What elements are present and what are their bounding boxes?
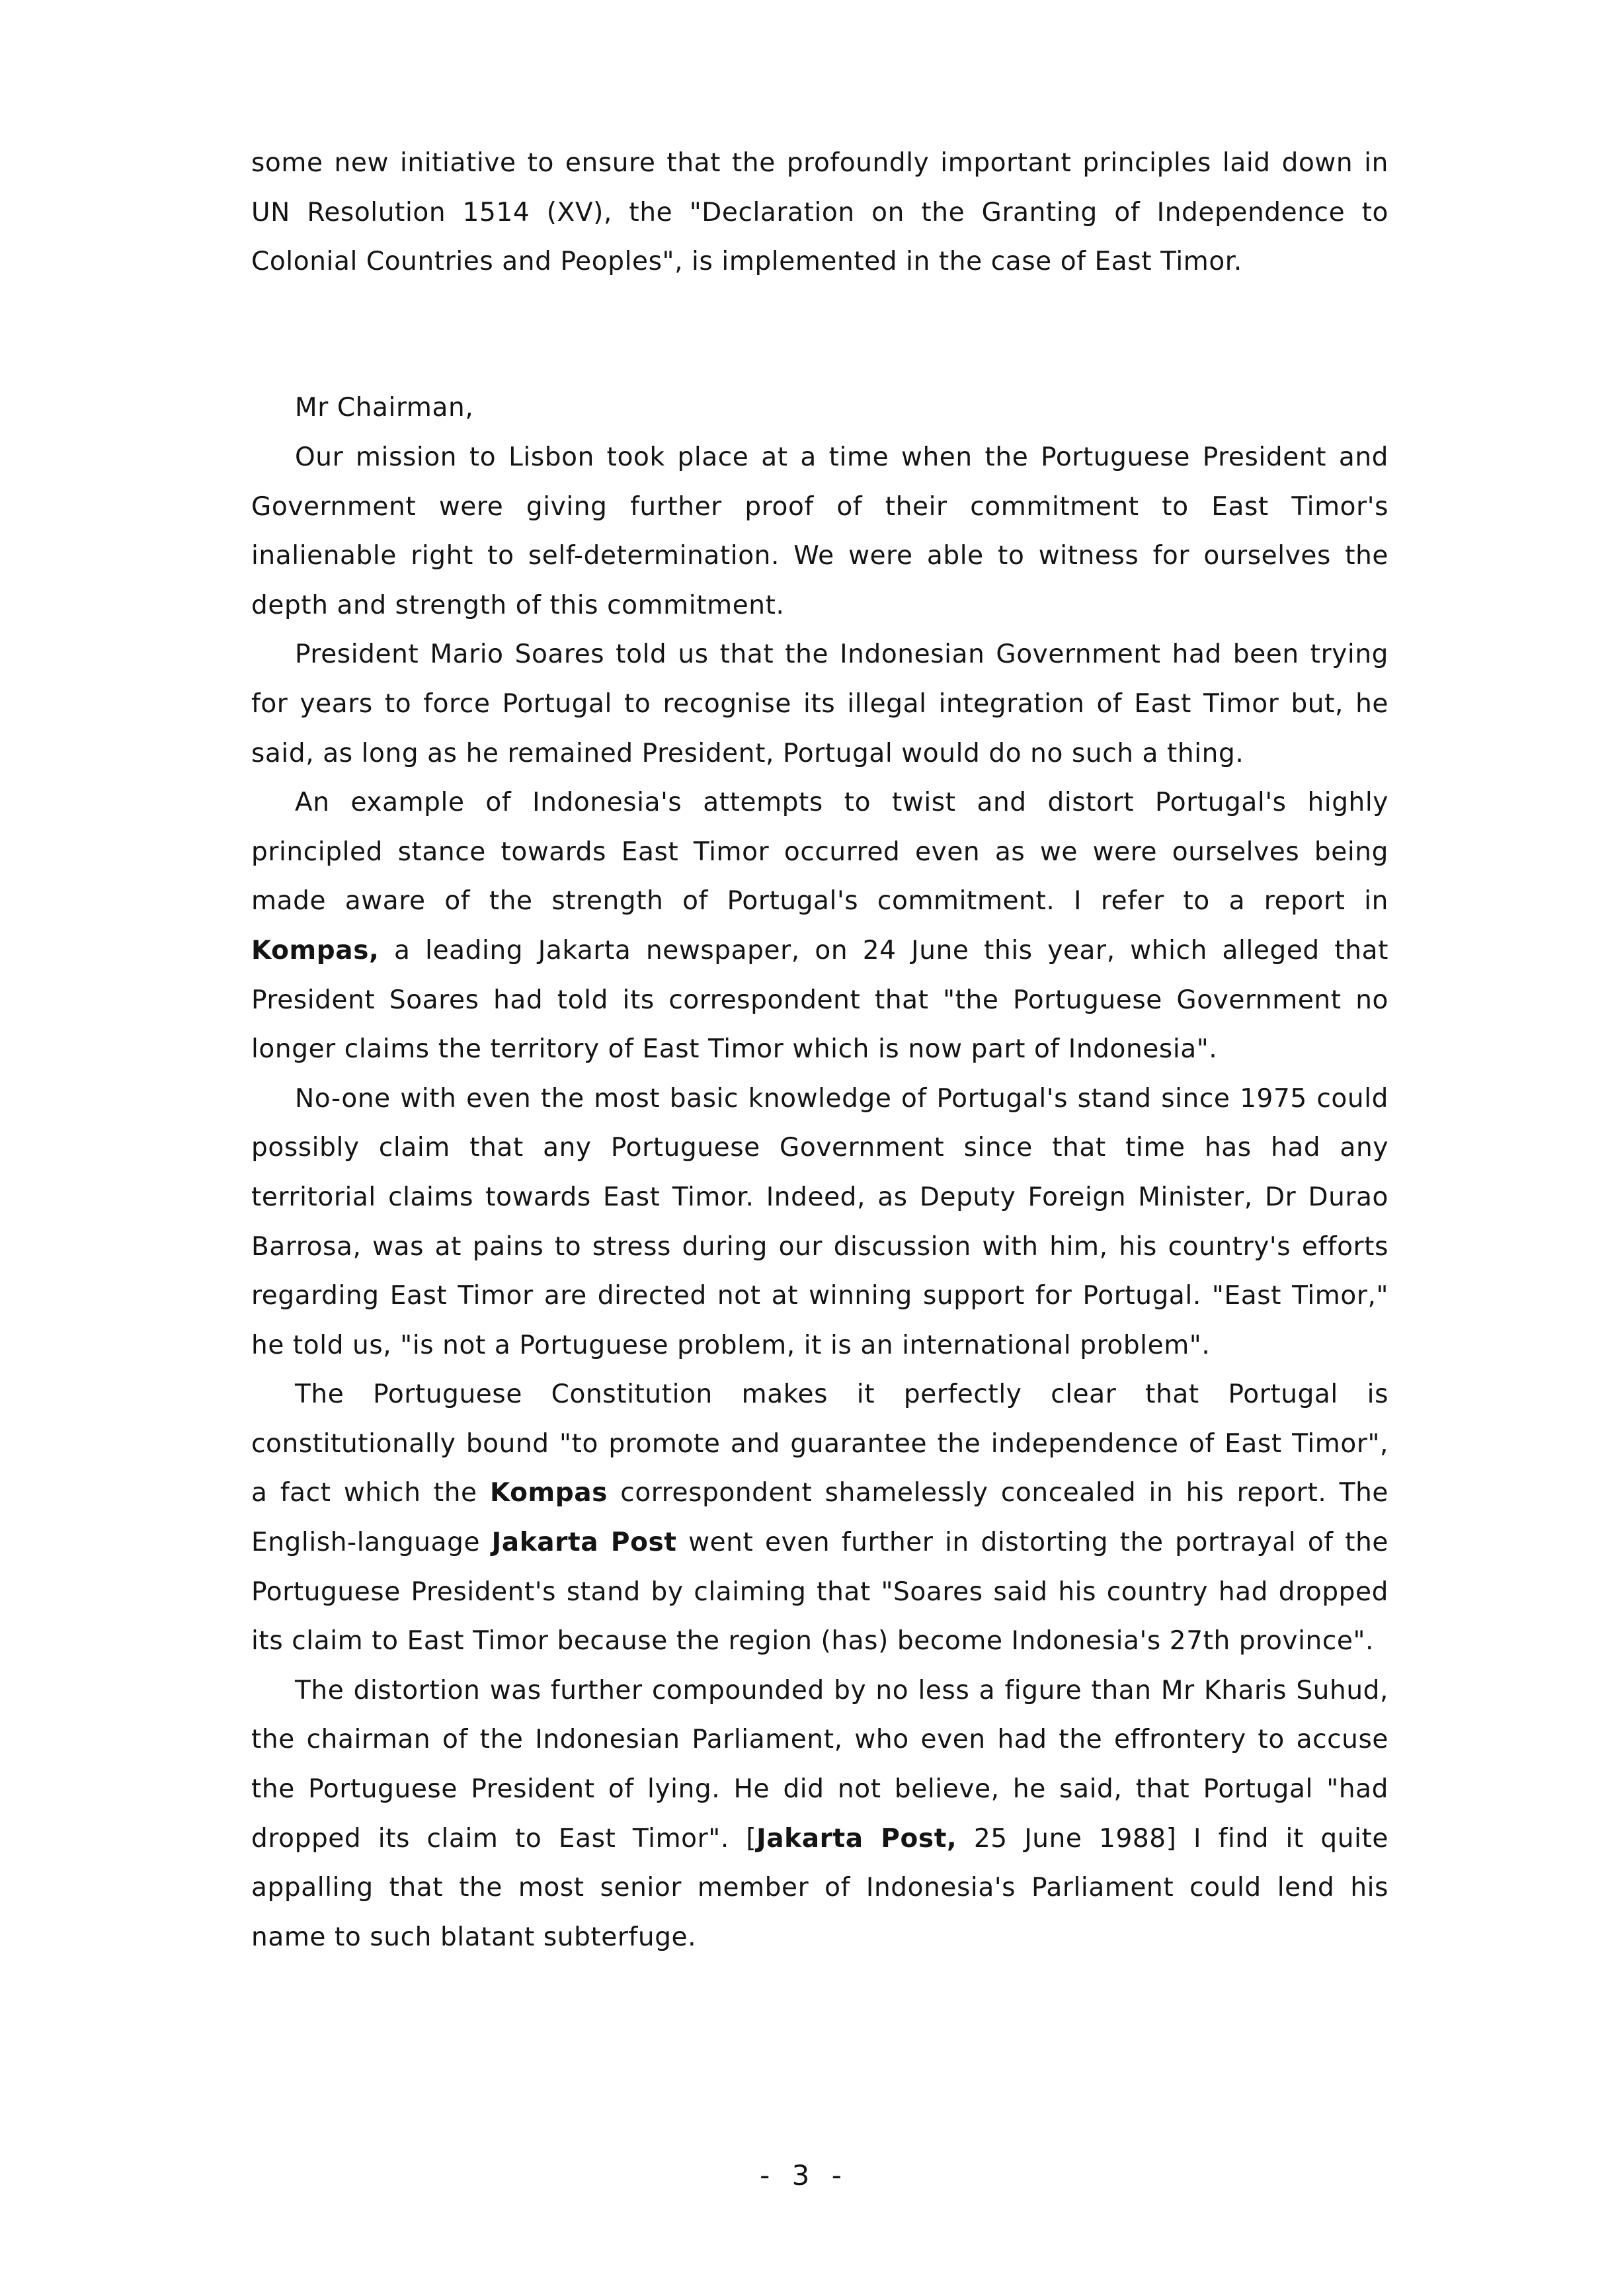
jakarta-post-citation: Jakarta Post, (756, 1823, 957, 1854)
salutation: Mr Chairman, (295, 393, 474, 423)
paragraph-text: correspondent shamelessly concealed in his report. The English-language (251, 1478, 1388, 1558)
kompas-name: Kompas, (251, 935, 380, 965)
page-number: - 3 - (760, 2159, 848, 2192)
body-paragraphs (251, 433, 1388, 1962)
paragraph-lisbon-mission: Our mission to Lisbon took place at a time when the Portuguese President and Government were giving further proof of their commitment to East Timor's inalienable right to self-determination. We were able to witness for ourselves the depth and strength of this commitment. (251, 442, 1388, 620)
paragraph-territorial-claims: No-one with even the most basic knowledge of Portugal's stand since 1975 could possibly claim that any Portuguese Government since that time has had any territorial claims towards East Timor. Indeed, as Deputy Foreign Minister, Dr Durao Barrosa, was at pains to stress during our discussion with him, his country's efforts regarding East Timor are directed not at winning support for Portugal. "East Timor," he told us, "is not a Portuguese problem, it is an international problem". (251, 1083, 1388, 1360)
paragraph-distortion (251, 1666, 1388, 1963)
paragraph-kompas-report (251, 778, 1388, 1075)
paragraph-text: went even further in distorting the portrayal of the Portuguese President's stand by claiming that "Soares said his country had dropped its claim to East Timor because the region (has) become Indonesia's 27th province". (251, 1528, 1388, 1657)
paragraph-text: 25 June 1988] I find it quite appalling that the most senior member of Indonesia's Parliament could lend his name to such blatant subterfuge. (251, 1823, 1388, 1952)
paragraph-text: The Portuguese Constitution makes it perfectly clear that Portugal is constitutionally bound "to promote and guarantee the independence of East Timor", a fact which the (251, 1379, 1388, 1508)
salutation-section (251, 384, 1388, 433)
paragraph-text: An example of Indonesia's attempts to twist and distort Portugal's highly principled stance towards East Timor occurred even as we were ourselves being made aware of the strength of Portugal's commitment. I refer to a report in (251, 788, 1388, 917)
opening-paragraph: some new initiative to ensure that the profoundly important principles laid down in UN Resolution 1514 (XV), the "Declaration on the Granting of Independence to Colonial Countries and Peoples", is implemented in the case of East Timor. (251, 148, 1388, 277)
jakarta-post-name: Jakarta Post (491, 1528, 677, 1558)
paragraph-soares-statement: President Mario Soares told us that the Indonesian Government had been trying for years to force Portugal to recognise its illegal integration of East Timor but, he said, as long as he remained President, Portugal would do no such a thing. (251, 639, 1388, 768)
paragraph-text: a leading Jakarta newspaper, on 24 June this year, which alleged that President Soares had told its correspondent that "the Portuguese Government no longer claims the territory of East Timor which is now part of Indonesia". (251, 935, 1388, 1065)
paragraph-constitution (251, 1370, 1388, 1666)
opening-section (251, 139, 1388, 287)
paragraph-text: The distortion was further compounded by no less a figure than Mr Kharis Suhud, the chairman of the Indonesian Parliament, who even had the effrontery to accuse the Portuguese President of lying. He did not believe, he said, that Portugal "had dropped its claim to East Timor". [ (251, 1675, 1388, 1854)
kompas-name: Kompas (489, 1478, 608, 1508)
